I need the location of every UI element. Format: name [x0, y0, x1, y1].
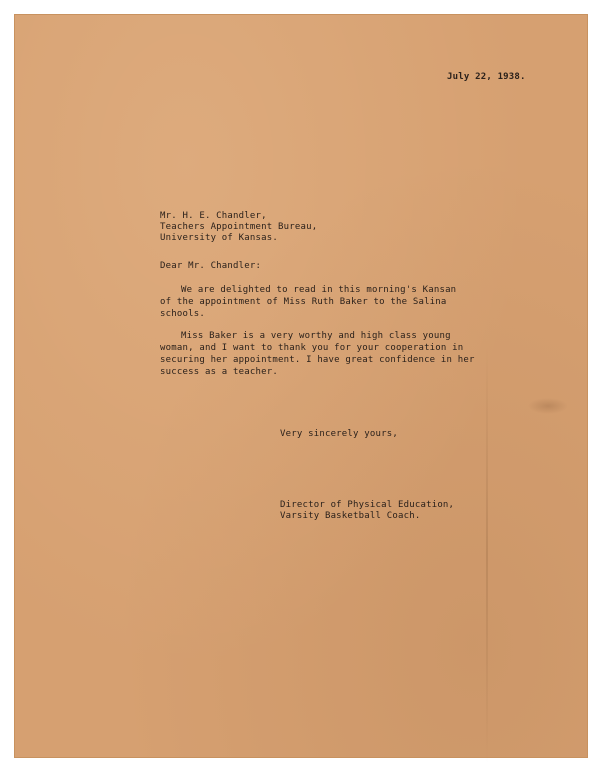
- paragraph2-line3: securing her appointment. I have great confidence in her: [160, 355, 475, 365]
- paper-smudge: [528, 398, 568, 414]
- salutation: Dear Mr. Chandler:: [160, 261, 262, 271]
- paragraph2-line2: woman, and I want to thank you for your cooperation in: [160, 343, 464, 353]
- paper-crease: [486, 344, 488, 764]
- paragraph1-line1: We are delighted to read in this morning's Kansan: [181, 285, 457, 295]
- paragraph2-line1: Miss Baker is a very worthy and high class young: [181, 331, 451, 341]
- recipient-organization: Teachers Appointment Bureau,: [160, 222, 318, 232]
- signature-title-2: Varsity Basketball Coach.: [280, 511, 421, 521]
- recipient-institution: University of Kansas.: [160, 233, 278, 243]
- recipient-name: Mr. H. E. Chandler,: [160, 211, 267, 221]
- paragraph1-line3: schools.: [160, 309, 205, 319]
- signature-title-1: Director of Physical Education,: [280, 500, 455, 510]
- letter-date: July 22, 1938.: [447, 72, 526, 82]
- paragraph1-line2: of the appointment of Miss Ruth Baker to the Salina: [160, 297, 447, 307]
- closing: Very sincerely yours,: [280, 429, 398, 439]
- paragraph2-line4: success as a teacher.: [160, 367, 278, 377]
- letter-sheet: [14, 14, 588, 758]
